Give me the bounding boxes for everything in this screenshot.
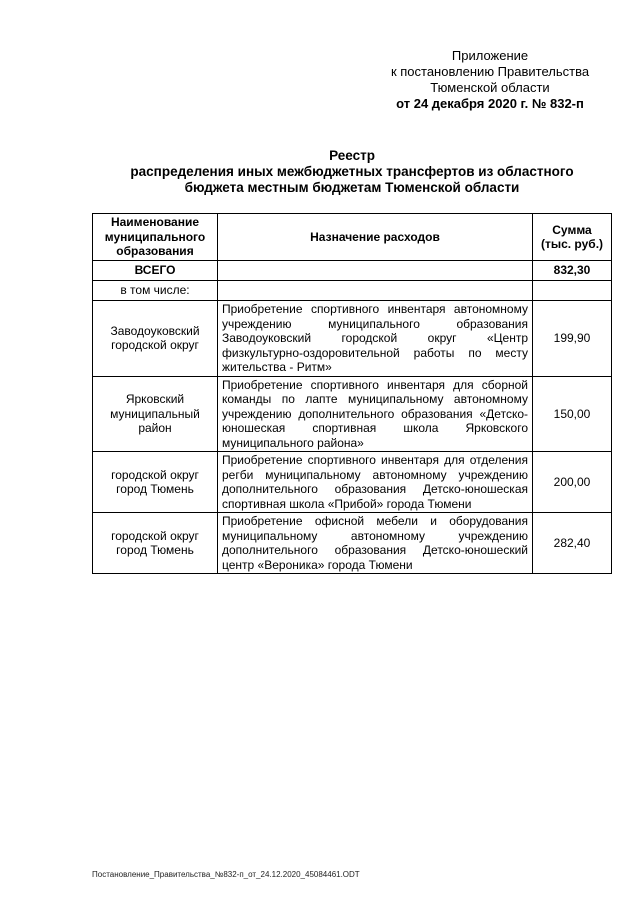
footer-filename: Постановление_Правительства_№832-п_от_24.12.2020_45084461.ODT — [92, 870, 360, 879]
total-label: ВСЕГО — [93, 261, 218, 281]
table-row — [93, 301, 612, 377]
total-amount: 832,30 — [533, 261, 612, 281]
row-municipality: Ярковский муниципальный район — [93, 376, 218, 452]
appendix-block — [340, 48, 640, 112]
title-line-2: распределения иных межбюджетных трансфертов из областного — [130, 164, 574, 179]
row-amount: 199,90 — [533, 301, 612, 377]
appendix-line-2: к постановлению Правительства — [390, 64, 590, 79]
row-amount: 282,40 — [533, 513, 612, 574]
row-purpose: Приобретение спортивного инвентаря для отделения регби муниципальному автономному учреждению дополнительного образования Детско-юношеская спортивная школа «Прибой» города Тюмени — [218, 452, 533, 513]
appendix-date-line: от 24 декабря 2020 г. № 832-п — [396, 96, 584, 111]
row-municipality: городской округ город Тюмень — [93, 513, 218, 574]
table-row — [93, 452, 612, 513]
row-municipality: Заводоуковский городской округ — [93, 301, 218, 377]
row-amount: 150,00 — [533, 376, 612, 452]
header-purpose: Назначение расходов — [218, 214, 533, 261]
header-municipality: Наименование муниципального образования — [93, 214, 218, 261]
total-row — [93, 261, 612, 281]
table-row — [93, 513, 612, 574]
table-header-row — [93, 214, 612, 261]
table-row — [93, 376, 612, 452]
including-purpose-empty — [218, 281, 533, 301]
appendix-line-3: Тюменской области — [430, 80, 550, 95]
row-purpose: Приобретение спортивного инвентаря автономному учреждению муниципального образования Заводоуковский городской округ «Центр физкультурно-оздоровительной работы по месту жительства - Ритм» — [218, 301, 533, 377]
row-municipality: городской округ город Тюмень — [93, 452, 218, 513]
title-line-3: бюджета местным бюджетам Тюменской области — [184, 180, 520, 195]
registry-table — [92, 213, 612, 574]
title-line-1: Реестр — [329, 148, 375, 163]
including-amount-empty — [533, 281, 612, 301]
document-title — [92, 148, 612, 196]
appendix-line-1: Приложение — [451, 48, 529, 63]
row-purpose: Приобретение офисной мебели и оборудования муниципальному автономному учреждению дополнительного образования Детско-юношеский центр «Вероника» города Тюмени — [218, 513, 533, 574]
including-label: в том числе: — [93, 281, 218, 301]
row-amount: 200,00 — [533, 452, 612, 513]
header-amount: Сумма (тыс. руб.) — [533, 214, 612, 261]
including-row — [93, 281, 612, 301]
total-purpose — [218, 261, 533, 281]
row-purpose: Приобретение спортивного инвентаря для сборной команды по лапте муниципальному автономному учреждению дополнительного образования «Детско-юношеская спортивная школа Ярковского муниципального района» — [218, 376, 533, 452]
